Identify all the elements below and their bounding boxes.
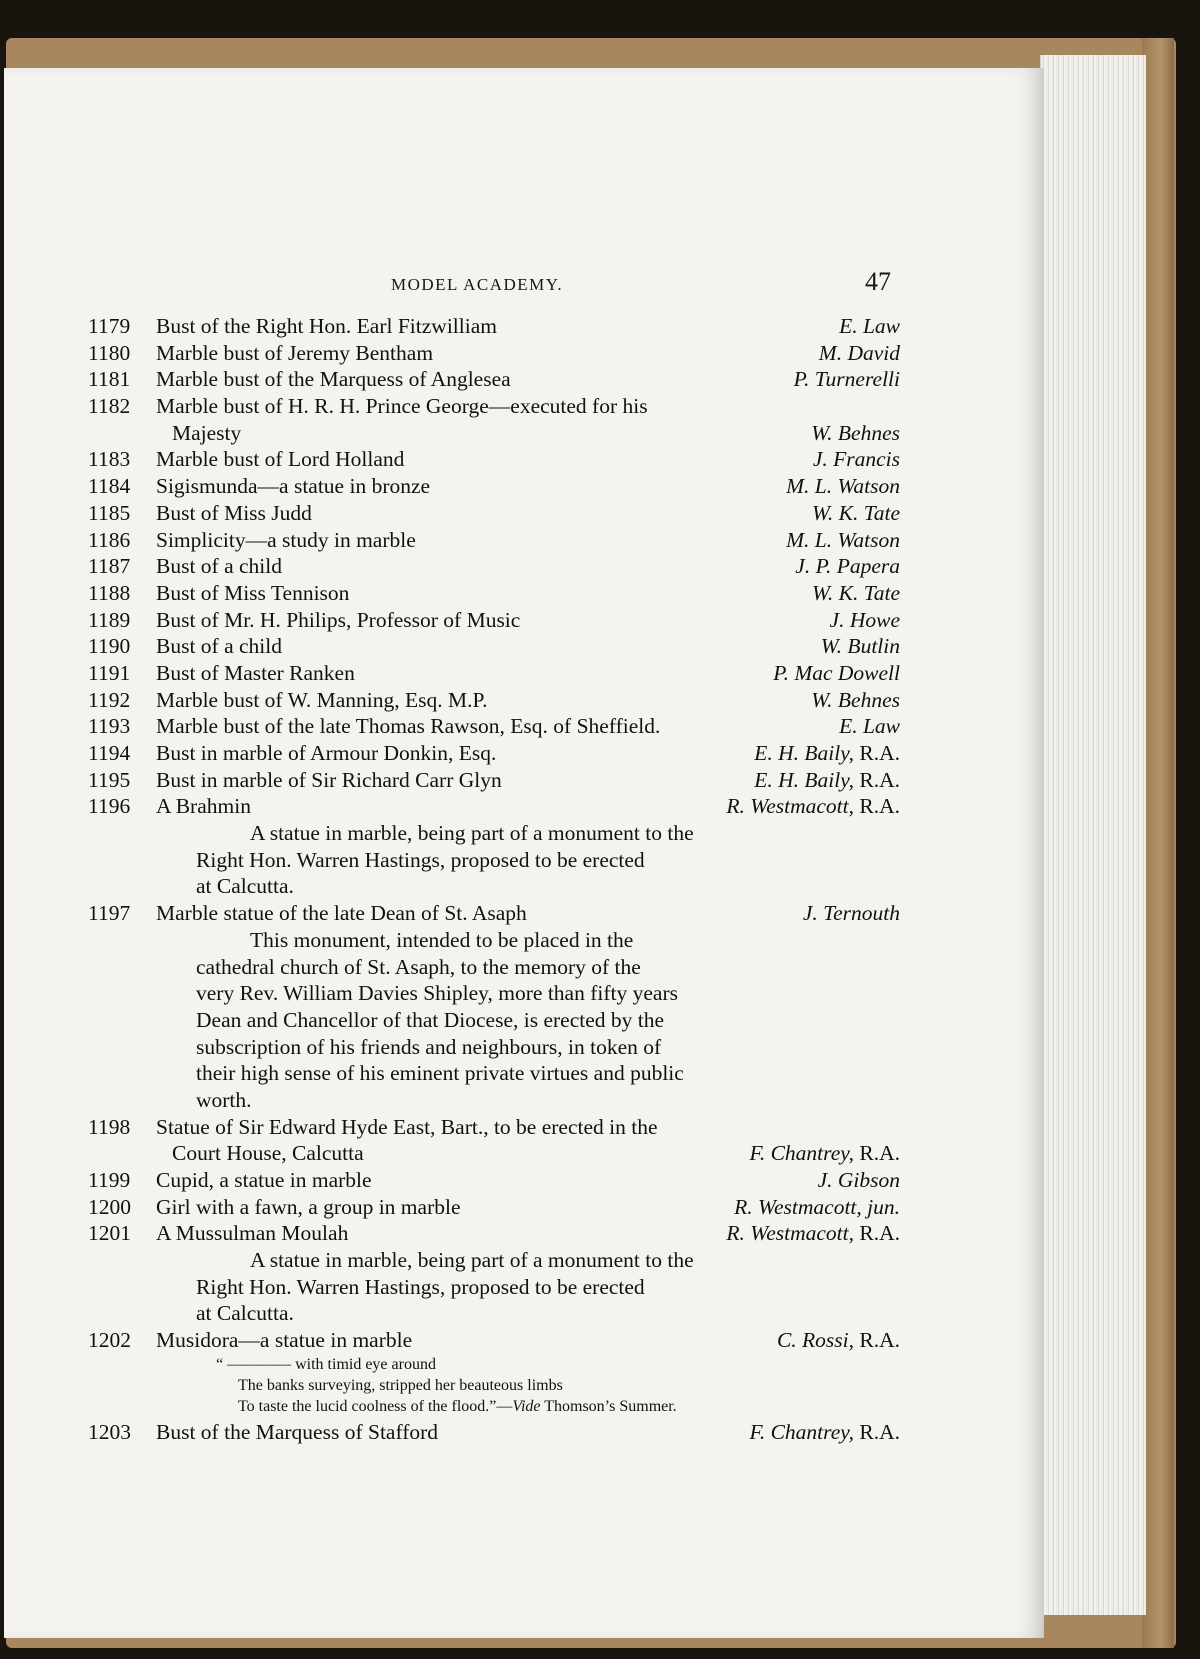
- entry-title: Simplicity—a study in marble: [156, 527, 416, 552]
- entry-number: 1199: [88, 1168, 131, 1192]
- catalogue-entry: [88, 607, 900, 634]
- entry-number: 1196: [88, 794, 131, 819]
- entry-artist: W. K. Tate: [811, 580, 900, 605]
- entry-description-line: at Calcutta.: [196, 1301, 294, 1326]
- artist-name: C. Rossi,: [776, 1328, 854, 1353]
- entry-artist: M. L. Watson: [786, 527, 900, 552]
- entry-continuation: [88, 420, 900, 447]
- catalogue-entry: [88, 713, 900, 740]
- quote-line: “ ———— with timid eye around: [216, 1355, 436, 1373]
- entry-title: Marble bust of H. R. H. Prince George—executed for his: [156, 394, 648, 419]
- entry-title: Bust of Miss Judd: [156, 500, 312, 525]
- entry-number: 1194: [88, 741, 131, 765]
- entry-title: Bust in marble of Sir Richard Carr Glyn: [156, 767, 502, 792]
- entry-artist: M. L. Watson: [786, 474, 900, 499]
- entry-artist: W. K. Tate: [811, 500, 900, 525]
- entry-artist: J. P. Papera: [795, 554, 900, 579]
- catalogue-entry: [88, 740, 900, 767]
- entry-title: Girl with a fawn, a group in marble: [156, 1194, 461, 1219]
- catalogue-entry: [88, 1194, 900, 1221]
- entry-artist: [726, 1220, 900, 1247]
- entry-artist: J. Howe: [829, 607, 900, 632]
- entry-number: 1182: [88, 394, 131, 419]
- entry-number: 1197: [88, 901, 131, 926]
- entry-artist: [754, 740, 900, 767]
- entry-title: A Brahmin: [156, 794, 251, 819]
- entry-description-line: Dean and Chancellor of that Diocese, is erected by the: [196, 1007, 665, 1032]
- entry-artist: P. Turnerelli: [793, 367, 900, 392]
- entry-description-line: very Rev. William Davies Shipley, more than fifty years: [196, 981, 678, 1006]
- entry-description-line: A statue in marble, being part of a monument to the: [250, 1248, 694, 1273]
- catalogue-entry: [88, 527, 900, 554]
- catalogue-entry: [88, 633, 900, 660]
- entry-title: Bust of the Marquess of Stafford: [156, 1419, 439, 1444]
- quote-line: [88, 1396, 900, 1417]
- entry-number: 1181: [88, 367, 131, 392]
- catalogue-entry: [88, 1114, 900, 1141]
- artist-name: F. Chantrey,: [749, 1419, 854, 1444]
- entry-artist: [777, 1327, 900, 1354]
- entry-title: Marble bust of the Marquess of Anglesea: [156, 367, 511, 392]
- catalogue-entry: [88, 500, 900, 527]
- catalogue-entry: [88, 393, 900, 420]
- entry-artist: R. Westmacott, jun.: [734, 1194, 900, 1219]
- entry-artist: J. Francis: [812, 447, 900, 472]
- quote-source: Thomson’s Summer.: [540, 1397, 677, 1415]
- ra-suffix: R.A.: [859, 767, 900, 792]
- entry-artist: W. Butlin: [820, 634, 900, 659]
- catalogue-entry: [88, 580, 900, 607]
- entry-title: Sigismunda—a statue in bronze: [156, 474, 431, 499]
- entry-title: Marble bust of Lord Holland: [156, 447, 405, 472]
- entry-number: 1198: [88, 1114, 131, 1139]
- entry-number: 1193: [88, 714, 131, 739]
- ra-suffix: R.A.: [859, 1221, 900, 1246]
- entry-artist: W. Behnes: [811, 687, 900, 712]
- entry-artist: W. Behnes: [811, 420, 900, 445]
- entry-description-line: their high sense of his eminent private virtues and public: [196, 1061, 684, 1086]
- ra-suffix: R.A.: [859, 1419, 900, 1444]
- page-header: [391, 267, 891, 303]
- entry-title: Musidora—a statue in marble: [156, 1328, 413, 1353]
- entry-number: 1201: [88, 1221, 131, 1246]
- entry-title: Bust of a child: [156, 554, 282, 579]
- catalogue-text: [88, 313, 900, 1446]
- catalogue-entry: [88, 446, 900, 473]
- catalogue-entry: [88, 900, 900, 927]
- artist-name: R. Westmacott,: [726, 794, 854, 819]
- entry-title: Bust in marble of Armour Donkin, Esq.: [156, 741, 497, 765]
- entry-number: 1190: [88, 634, 131, 659]
- entry-artist: E. Law: [839, 314, 900, 338]
- entry-artist: M. David: [818, 340, 900, 365]
- entry-artist: [754, 767, 900, 794]
- ra-suffix: R.A.: [859, 741, 900, 765]
- page-number: 47: [865, 267, 891, 296]
- entry-description-line: subscription of his friends and neighbours, in token of: [196, 1034, 662, 1059]
- page-block-edges: [1040, 55, 1146, 1615]
- entry-number: 1202: [88, 1328, 131, 1353]
- entry-number: 1188: [88, 580, 131, 605]
- entry-title: Statue of Sir Edward Hyde East, Bart., to be erected in the: [156, 1114, 658, 1139]
- entry-title: Bust of Miss Tennison: [156, 580, 350, 605]
- entry-title: Bust of a child: [156, 634, 282, 659]
- entry-artist: E. Law: [839, 714, 900, 739]
- ra-suffix: R.A.: [859, 1141, 900, 1166]
- entry-artist: [726, 793, 900, 820]
- quote-line: The banks surveying, stripped her beauteous limbs: [238, 1376, 563, 1394]
- continuation-text: Majesty: [172, 420, 242, 445]
- entry-artist: J. Ternouth: [802, 901, 900, 926]
- catalogue-entry: [88, 687, 900, 714]
- entry-number: 1183: [88, 447, 131, 472]
- quote-text: To taste the lucid coolness of the flood.”—: [238, 1397, 513, 1415]
- running-head: MODEL ACADEMY.: [391, 275, 564, 294]
- continuation-text: Court House, Calcutta: [172, 1141, 364, 1166]
- entry-title: Marble bust of Jeremy Bentham: [156, 340, 434, 365]
- entry-number: 1185: [88, 500, 131, 525]
- entry-title: Marble bust of W. Manning, Esq. M.P.: [156, 687, 488, 712]
- entry-number: 1192: [88, 687, 131, 712]
- entry-number: 1184: [88, 474, 131, 499]
- entry-description-line: Right Hon. Warren Hastings, proposed to be erected: [196, 1274, 645, 1299]
- entry-continuation: [88, 1140, 900, 1167]
- entry-title: Cupid, a statue in marble: [156, 1168, 372, 1192]
- entry-description-line: This monument, intended to be placed in the: [250, 927, 634, 952]
- entry-number: 1191: [88, 660, 131, 685]
- entry-number: 1189: [88, 607, 131, 632]
- entry-title: Marble bust of the late Thomas Rawson, Esq. of Sheffield.: [156, 714, 661, 739]
- entry-number: 1187: [88, 554, 131, 579]
- entry-description-line: cathedral church of St. Asaph, to the memory of the: [196, 954, 641, 979]
- entry-artist: [749, 1419, 900, 1446]
- ra-suffix: R.A.: [859, 794, 900, 819]
- ra-suffix: R.A.: [859, 1328, 900, 1353]
- entry-number: 1179: [88, 314, 131, 338]
- entry-description-line: at Calcutta.: [196, 874, 294, 899]
- entry-artist: P. Mac Dowell: [773, 660, 900, 685]
- entry-description-line: Right Hon. Warren Hastings, proposed to be erected: [196, 847, 645, 872]
- catalogue-entry: [88, 313, 900, 340]
- entry-title: Bust of Master Ranken: [156, 660, 355, 685]
- catalogue-entry: [88, 660, 900, 687]
- catalogue-entry: [88, 340, 900, 367]
- catalogue-entry: [88, 1419, 900, 1446]
- catalogue-entry: [88, 1167, 900, 1194]
- entry-description-line: worth.: [196, 1087, 252, 1112]
- entry-artist: J. Gibson: [817, 1168, 900, 1192]
- entry-number: 1195: [88, 767, 131, 792]
- book-page: [4, 68, 1044, 1638]
- entry-title: Bust of the Right Hon. Earl Fitzwilliam: [156, 314, 497, 338]
- catalogue-entry: [88, 793, 900, 820]
- entry-number: 1180: [88, 340, 131, 365]
- catalogue-entry: [88, 767, 900, 794]
- entry-number: 1200: [88, 1194, 131, 1219]
- quote-vide: Vide: [512, 1397, 541, 1415]
- entry-title: Marble statue of the late Dean of St. Asaph: [156, 901, 527, 926]
- catalogue-entry: [88, 473, 900, 500]
- entry-title: Bust of Mr. H. Philips, Professor of Music: [156, 607, 521, 632]
- catalogue-entry: [88, 1220, 900, 1247]
- artist-name: F. Chantrey,: [749, 1141, 854, 1166]
- entry-number: 1186: [88, 527, 131, 552]
- catalogue-entry: [88, 1327, 900, 1354]
- artist-name: E. H. Baily,: [754, 767, 854, 792]
- book-spine-edge: [1142, 38, 1174, 1648]
- entry-title: A Mussulman Moulah: [156, 1221, 349, 1246]
- entry-description-line: A statue in marble, being part of a monument to the: [250, 821, 694, 846]
- artist-name: R. Westmacott,: [726, 1221, 854, 1246]
- entry-number: 1203: [88, 1419, 131, 1444]
- entry-artist: [749, 1140, 900, 1167]
- artist-name: E. H. Baily,: [754, 741, 854, 765]
- catalogue-entry: [88, 553, 900, 580]
- catalogue-entry: [88, 366, 900, 393]
